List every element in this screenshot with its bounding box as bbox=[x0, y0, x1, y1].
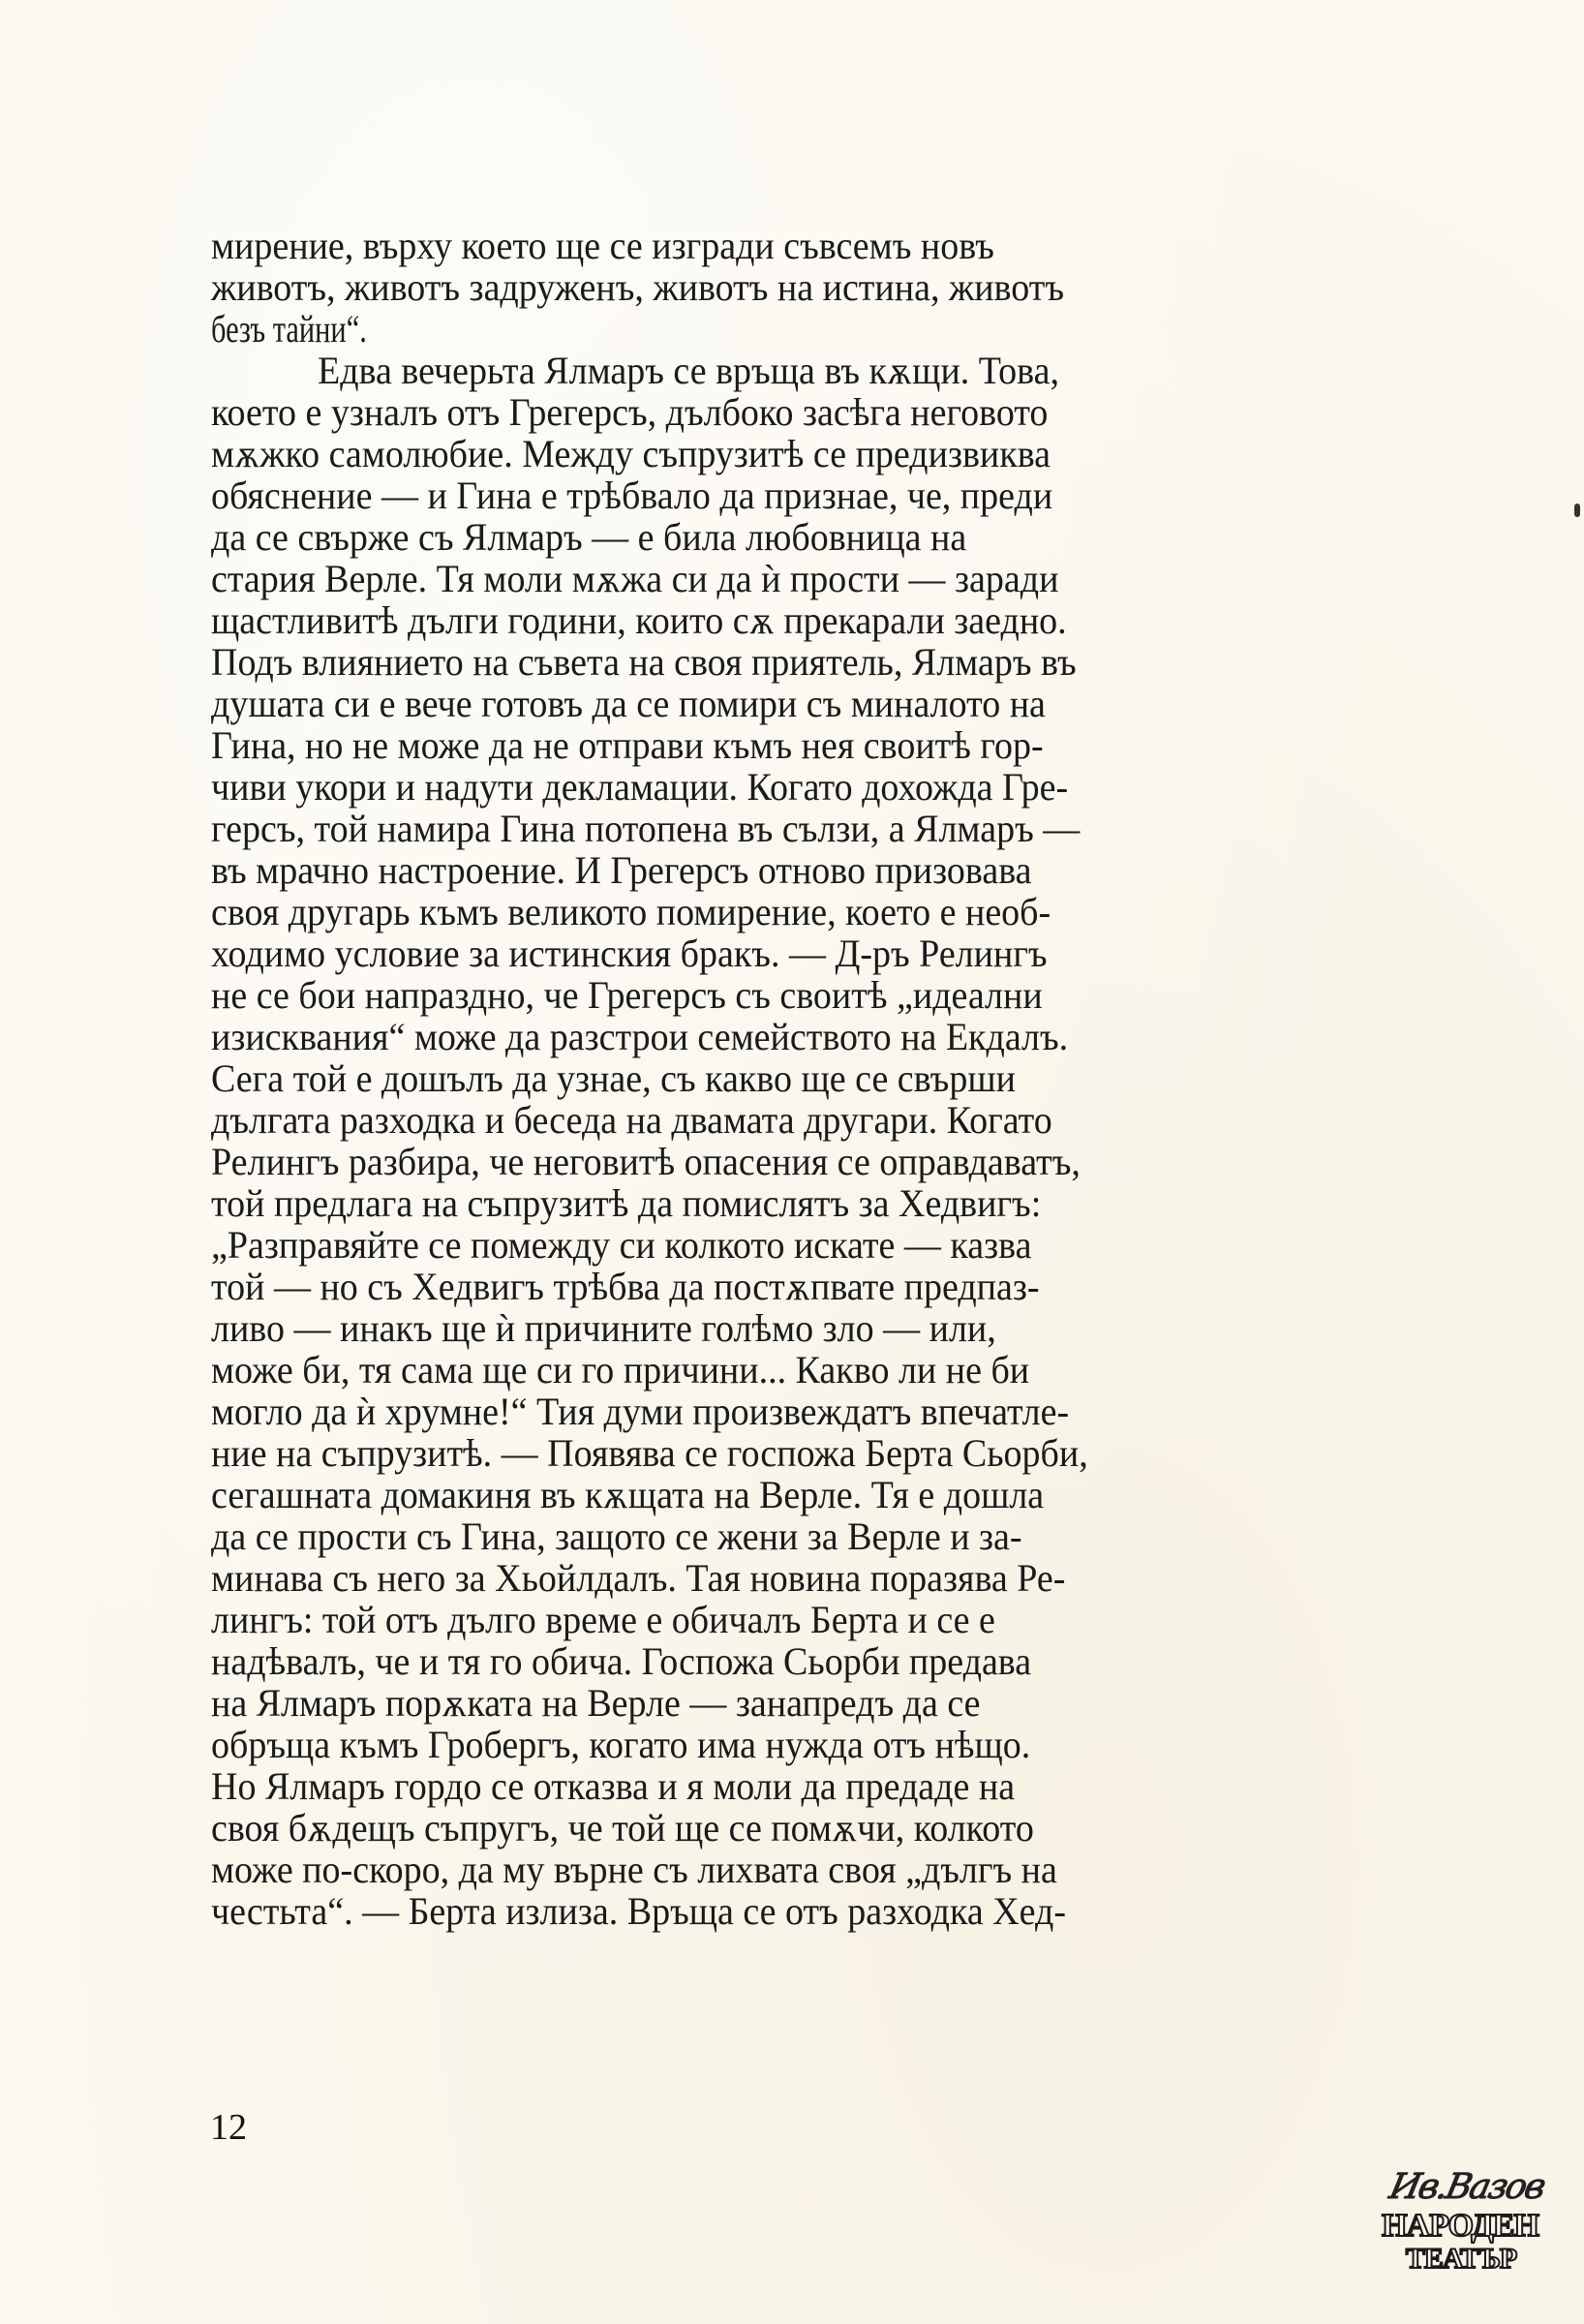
text-line-content: лингъ: той отъ дълго време е обичалъ Берта и се е bbox=[211, 1598, 995, 1641]
text-line-content: може би, тя сама ще си го причини... Какво ли не би bbox=[211, 1348, 1030, 1391]
text-line bbox=[211, 516, 1394, 558]
text-line bbox=[211, 766, 1394, 808]
body-text bbox=[211, 225, 1394, 1932]
text-line bbox=[211, 933, 1394, 974]
text-line-content: да се прости съ Гина, защото се жени за Верле и за- bbox=[211, 1514, 1022, 1558]
text-line-content: своя бѫдещъ съпругъ, че той ще се помѫчи, колкото bbox=[211, 1806, 1034, 1850]
text-line bbox=[211, 683, 1394, 724]
text-line bbox=[211, 1099, 1394, 1141]
text-line bbox=[211, 1016, 1394, 1057]
text-line bbox=[211, 1182, 1394, 1224]
text-line-content: могло да ѝ хрумне!“ Тия думи произвеждатъ впечатле- bbox=[211, 1390, 1070, 1433]
text-line bbox=[211, 1765, 1394, 1807]
text-line-content: чиви укори и надути декламации. Когато дохожда Гре- bbox=[211, 765, 1069, 809]
text-line-content: ходимо условие за истинския бракъ. — Д-ръ Релингъ bbox=[211, 932, 1048, 975]
text-line-content: мѫжко самолюбие. Между съпрузитѣ се предизвиква bbox=[211, 432, 1051, 475]
text-line-content: Едва вечерьта Ялмаръ се връща въ кѫщи. Това, bbox=[318, 349, 1059, 392]
text-line-content: Гина, но не може да не отправи къмъ нея своитѣ гор- bbox=[211, 723, 1044, 767]
text-line bbox=[211, 1515, 1394, 1557]
text-line bbox=[211, 1432, 1394, 1474]
text-line-content: на Ялмаръ порѫката на Верле — занапредъ да се bbox=[211, 1681, 981, 1725]
text-line bbox=[211, 1640, 1394, 1682]
text-line bbox=[211, 558, 1394, 599]
text-line bbox=[211, 1391, 1394, 1432]
text-line bbox=[211, 474, 1394, 516]
text-line bbox=[211, 1307, 1394, 1349]
text-line bbox=[211, 1849, 1394, 1890]
text-line-content: Сега той е дошълъ да узнае, съ какво ще се свърши bbox=[211, 1056, 1016, 1100]
text-line-content: герсъ, той намира Гина потопена въ сълзи, а Ялмаръ — bbox=[211, 807, 1081, 850]
text-line-content: Релингъ разбира, че неговитѣ опасения се оправдаватъ, bbox=[211, 1140, 1081, 1183]
text-line-content: изисквания“ може да разстрои семейството на Екдалъ. bbox=[211, 1015, 1069, 1058]
text-line bbox=[211, 1349, 1394, 1391]
text-line-content: минава съ него за Хьойлдалъ. Тая новина поразява Ре- bbox=[211, 1556, 1066, 1600]
text-line-content: безъ тайни“. bbox=[211, 307, 367, 351]
text-line bbox=[211, 1599, 1394, 1640]
logo-word-narodne: НАРОДЕН bbox=[1382, 2208, 1538, 2244]
text-line bbox=[211, 599, 1394, 641]
text-line bbox=[211, 641, 1394, 683]
text-line bbox=[211, 1682, 1394, 1724]
text-line bbox=[211, 225, 1394, 266]
text-line bbox=[211, 433, 1394, 474]
text-line bbox=[211, 1057, 1394, 1099]
logo-word-teatar: ТЕАТЪР bbox=[1405, 2243, 1517, 2275]
text-line-content: дългата разходка и беседа на двамата другари. Когато bbox=[211, 1098, 1052, 1142]
text-line bbox=[211, 266, 1394, 308]
text-line-content: Но Ялмаръ гордо се отказва и я моли да предаде на bbox=[211, 1764, 1016, 1808]
text-line bbox=[211, 1807, 1394, 1849]
text-line-content: честьта“. — Берта излиза. Връща се отъ разходка Хед- bbox=[211, 1889, 1067, 1933]
text-line bbox=[211, 1224, 1394, 1266]
text-line-content: душата си е вече готовъ да се помири съ миналото на bbox=[211, 682, 1046, 725]
text-line bbox=[211, 1266, 1394, 1307]
text-line-content: той — но съ Хедвигъ трѣбва да постѫпвате предпаз- bbox=[211, 1265, 1040, 1308]
logo-signature: Ив.Вазов bbox=[1386, 2167, 1548, 2207]
text-line-content: той предлага на съпрузитѣ да помислятъ за Хедвигъ: bbox=[211, 1181, 1042, 1225]
national-theatre-logo bbox=[1373, 2167, 1547, 2283]
text-line-content: стария Верле. Тя моли мѫжа си да ѝ прости — заради bbox=[211, 557, 1059, 600]
text-line bbox=[211, 891, 1394, 933]
text-line-content: Подъ влиянието на съвета на своя приятель, Ялмаръ въ bbox=[211, 640, 1077, 684]
text-line bbox=[211, 849, 1394, 891]
text-line-content: да се свърже съ Ялмаръ — е била любовница на bbox=[211, 515, 967, 559]
text-line-content: мирение, върху което ще се изгради съвсемъ новъ bbox=[211, 224, 994, 267]
text-line-content: обръща къмъ Гробергъ, когато има нужда отъ нѣщо. bbox=[211, 1723, 1031, 1766]
text-line-content: въ мрачно настроение. И Грегерсъ отново призовава bbox=[211, 848, 1032, 892]
text-line bbox=[211, 308, 1394, 350]
scan-edge-mark bbox=[1574, 504, 1580, 517]
text-line bbox=[211, 1890, 1394, 1932]
text-line-content: „Разправяйте се помежду си колкото искате — казва bbox=[211, 1223, 1032, 1267]
text-line-content: животъ, животъ задруженъ, животъ на истина, животъ bbox=[211, 265, 1064, 309]
text-line-content: обяснение — и Гина е трѣбвало да признае, че, преди bbox=[211, 474, 1053, 517]
page-number: 12 bbox=[210, 2107, 247, 2148]
text-line-content: може по-скоро, да му върне съ лихвата своя „дългъ на bbox=[211, 1848, 1057, 1891]
text-line bbox=[211, 1557, 1394, 1599]
text-line bbox=[211, 1474, 1394, 1515]
text-line bbox=[211, 350, 1394, 391]
text-line bbox=[211, 724, 1394, 766]
text-line-content: сегашната домакиня въ кѫщата на Верле. Тя е дошла bbox=[211, 1473, 1045, 1516]
text-line bbox=[211, 1724, 1394, 1765]
text-line bbox=[211, 974, 1394, 1016]
text-line-content: своя другарь къмъ великото помирение, което е необ- bbox=[211, 890, 1051, 933]
text-line bbox=[211, 391, 1394, 433]
text-line bbox=[211, 808, 1394, 849]
text-line bbox=[211, 1141, 1394, 1182]
text-line-content: щастливитѣ дълги години, които сѫ прекарали заедно. bbox=[211, 598, 1067, 642]
text-line-content: ливо — инакъ ще ѝ причините голѣмо зло — или, bbox=[211, 1306, 996, 1350]
text-line-content: което е узналъ отъ Грегерсъ, дълбоко засѣга неговото bbox=[211, 390, 1049, 434]
text-line-content: не се бои напраздно, че Грегерсъ съ своитѣ „идеални bbox=[211, 973, 1043, 1017]
text-line-content: надѣвалъ, че и тя го обича. Госпожа Сьорби предава bbox=[211, 1639, 1032, 1683]
text-line-content: ние на съпрузитѣ. — Появява се госпожа Берта Сьорби, bbox=[211, 1431, 1088, 1475]
